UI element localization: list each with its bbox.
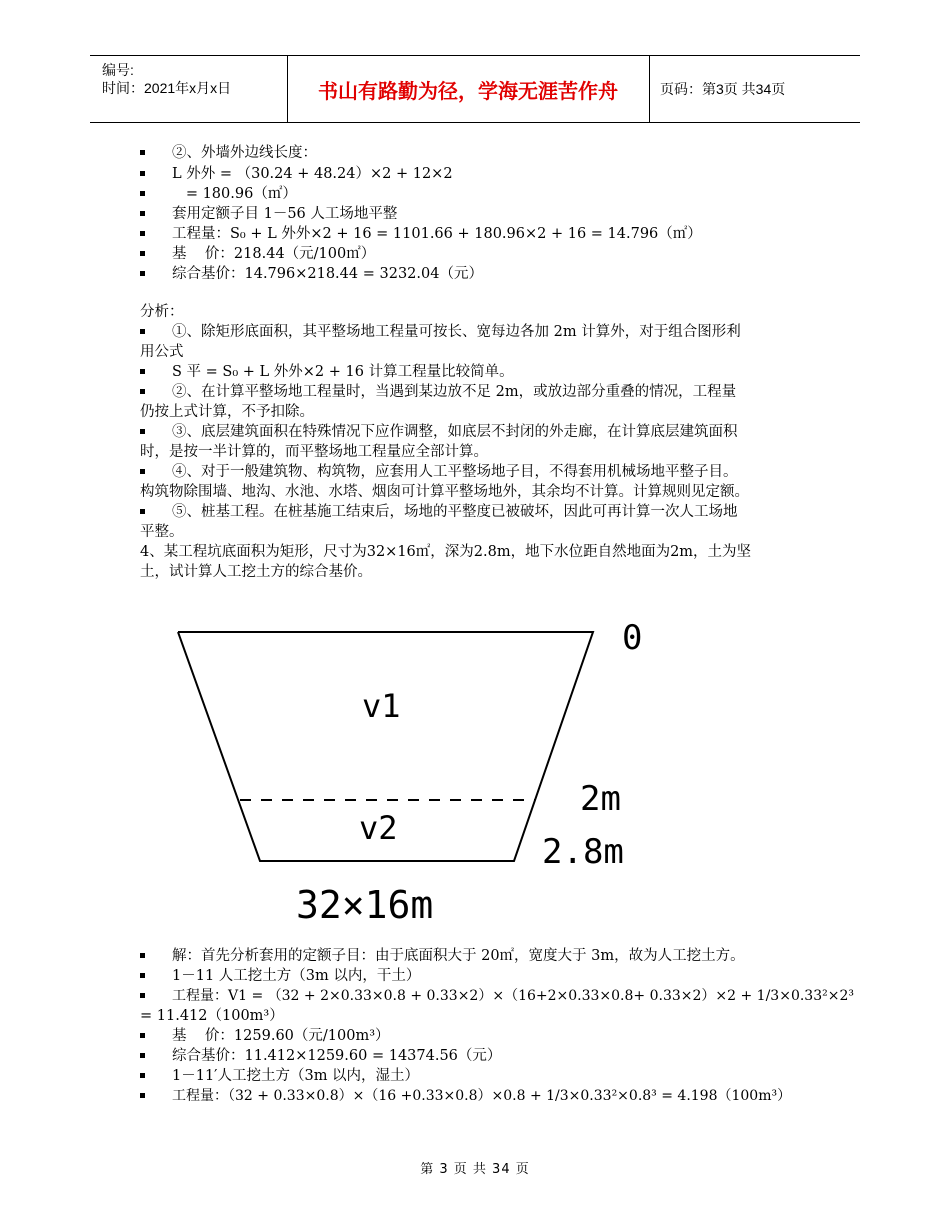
bullet-icon <box>140 993 145 998</box>
list-item: L 外外 = （30.24 + 48.24）×2 + 12×2 <box>172 166 453 182</box>
page-header <box>90 55 860 123</box>
analysis-p5b: 构筑物除围墙、地沟、水池、水塔、烟囱可计算平整场地外，其余均不计算。计算规则见定额。 <box>140 484 749 500</box>
analysis-p4a: ③、底层建筑面积在特殊情况下应作调整，如底层不封闭的外走廊，在计算底层建筑面积 <box>172 424 738 440</box>
analysis-p6b: 平整。 <box>140 524 184 540</box>
page-footer: 第 3 页 共 34 页 <box>420 1162 530 1177</box>
header-page-info: 页码：第3页 共34页 <box>660 81 786 97</box>
bullet-icon <box>140 1073 145 1078</box>
problem-line2: 土，试计算人工挖土方的综合基价。 <box>140 564 372 580</box>
analysis-title: 分析： <box>140 304 184 320</box>
header-meta-cell <box>90 56 288 122</box>
label-v2: v2 <box>359 809 398 847</box>
analysis-p1b: 用公式 <box>140 344 184 360</box>
list-item: ②、外墙外边线长度： <box>172 145 317 161</box>
solution-s5: 综合基价：11.412×1259.60 = 14374.56（元） <box>172 1048 502 1064</box>
bullet-icon <box>140 1093 145 1098</box>
label-v1: v1 <box>362 687 401 725</box>
analysis-p1a: ①、除矩形底面积，其平整场地工程量可按长、宽每边各加 2m 计算外，对于组合图形利 <box>172 324 741 340</box>
list-item: 基 价：218.44（元/100㎡） <box>172 246 376 262</box>
list-item: = 180.96（㎡） <box>172 186 297 202</box>
pit-cross-section-diagram <box>170 615 650 925</box>
solution-s3b: = 11.412（100m³） <box>140 1008 284 1024</box>
list-item: 套用定额子目 1－56 人工场地平整 <box>172 206 398 222</box>
solution-s4: 基 价：1259.60（元/100m³） <box>172 1028 390 1044</box>
solution-s2: 1－11 人工挖土方（3m 以内，干土） <box>172 968 421 984</box>
solution-s6: 1－11′人工挖土方（3m 以内，湿土） <box>172 1068 420 1084</box>
analysis-p5a: ④、对于一般建筑物、构筑物，应套用人工平整场地子目，不得套用机械场地平整子目。 <box>172 464 738 480</box>
solution-s7: 工程量：（32 + 0.33×0.8）×（16 +0.33×0.8）×0.8 + 1/3×0.33²×0.8³ = 4.198（100m³） <box>172 1088 792 1104</box>
problem-line1: 4、某工程坑底面积为矩形，尺寸为32×16㎡，深为2.8m，地下水位距自然地面为2m，土为坚 <box>140 544 752 560</box>
bullet-icon <box>140 389 145 394</box>
analysis-p2: S 平 = S₀ + L 外外×2 + 16 计算工程量比较简单。 <box>172 364 514 380</box>
bullet-icon <box>140 191 145 196</box>
solution-s1: 解：首先分析套用的定额子目：由于底面积大于 20㎡，宽度大于 3m，故为人工挖土方。 <box>172 948 745 964</box>
list-item: 工程量：S₀ + L 外外×2 + 16 = 1101.66 + 180.96×2 + 16 = 14.796（㎡） <box>172 226 702 242</box>
label-top: 0 <box>622 618 643 658</box>
bullet-icon <box>140 211 145 216</box>
bullet-icon <box>140 469 145 474</box>
analysis-p6a: ⑤、桩基工程。在桩基施工结束后，场地的平整度已被破坏，因此可再计算一次人工场地 <box>172 504 738 520</box>
bullet-icon <box>140 509 145 514</box>
bullet-icon <box>140 973 145 978</box>
bullet-icon <box>140 171 145 176</box>
analysis-p3b: 仍按上式计算，不予扣除。 <box>140 404 314 420</box>
number-label: 编号: <box>102 62 134 78</box>
label-2-8m: 2.8m <box>542 832 624 872</box>
bullet-icon <box>140 329 145 334</box>
bullet-icon <box>140 271 145 276</box>
analysis-p4b: 时，是按一半计算的，而平整场地工程量应全部计算。 <box>140 444 488 460</box>
bullet-icon <box>140 251 145 256</box>
bullet-icon <box>140 1033 145 1038</box>
solution-s3: 工程量：V1 = （32 + 2×0.33×0.8 + 0.33×2）×（16+2×0.33×0.8+ 0.33×2）×2 + 1/3×0.33²×2³ <box>172 988 854 1004</box>
list-item: 综合基价：14.796×218.44 = 3232.04（元） <box>172 266 483 282</box>
header-motto: 书山有路勤为径，学海无涯苦作舟 <box>287 56 650 122</box>
label-base: 32×16m <box>296 883 434 925</box>
bullet-icon <box>140 1053 145 1058</box>
bullet-icon <box>140 953 145 958</box>
analysis-p3a: ②、在计算平整场地工程量时，当遇到某边放不足 2m，或放边部分重叠的情况，工程量 <box>172 384 737 400</box>
label-2m: 2m <box>580 779 621 819</box>
time-label: 时间：2021年x月x日 <box>102 80 232 96</box>
bullet-icon <box>140 369 145 374</box>
bullet-icon <box>140 150 145 155</box>
bullet-icon <box>140 231 145 236</box>
bullet-icon <box>140 429 145 434</box>
